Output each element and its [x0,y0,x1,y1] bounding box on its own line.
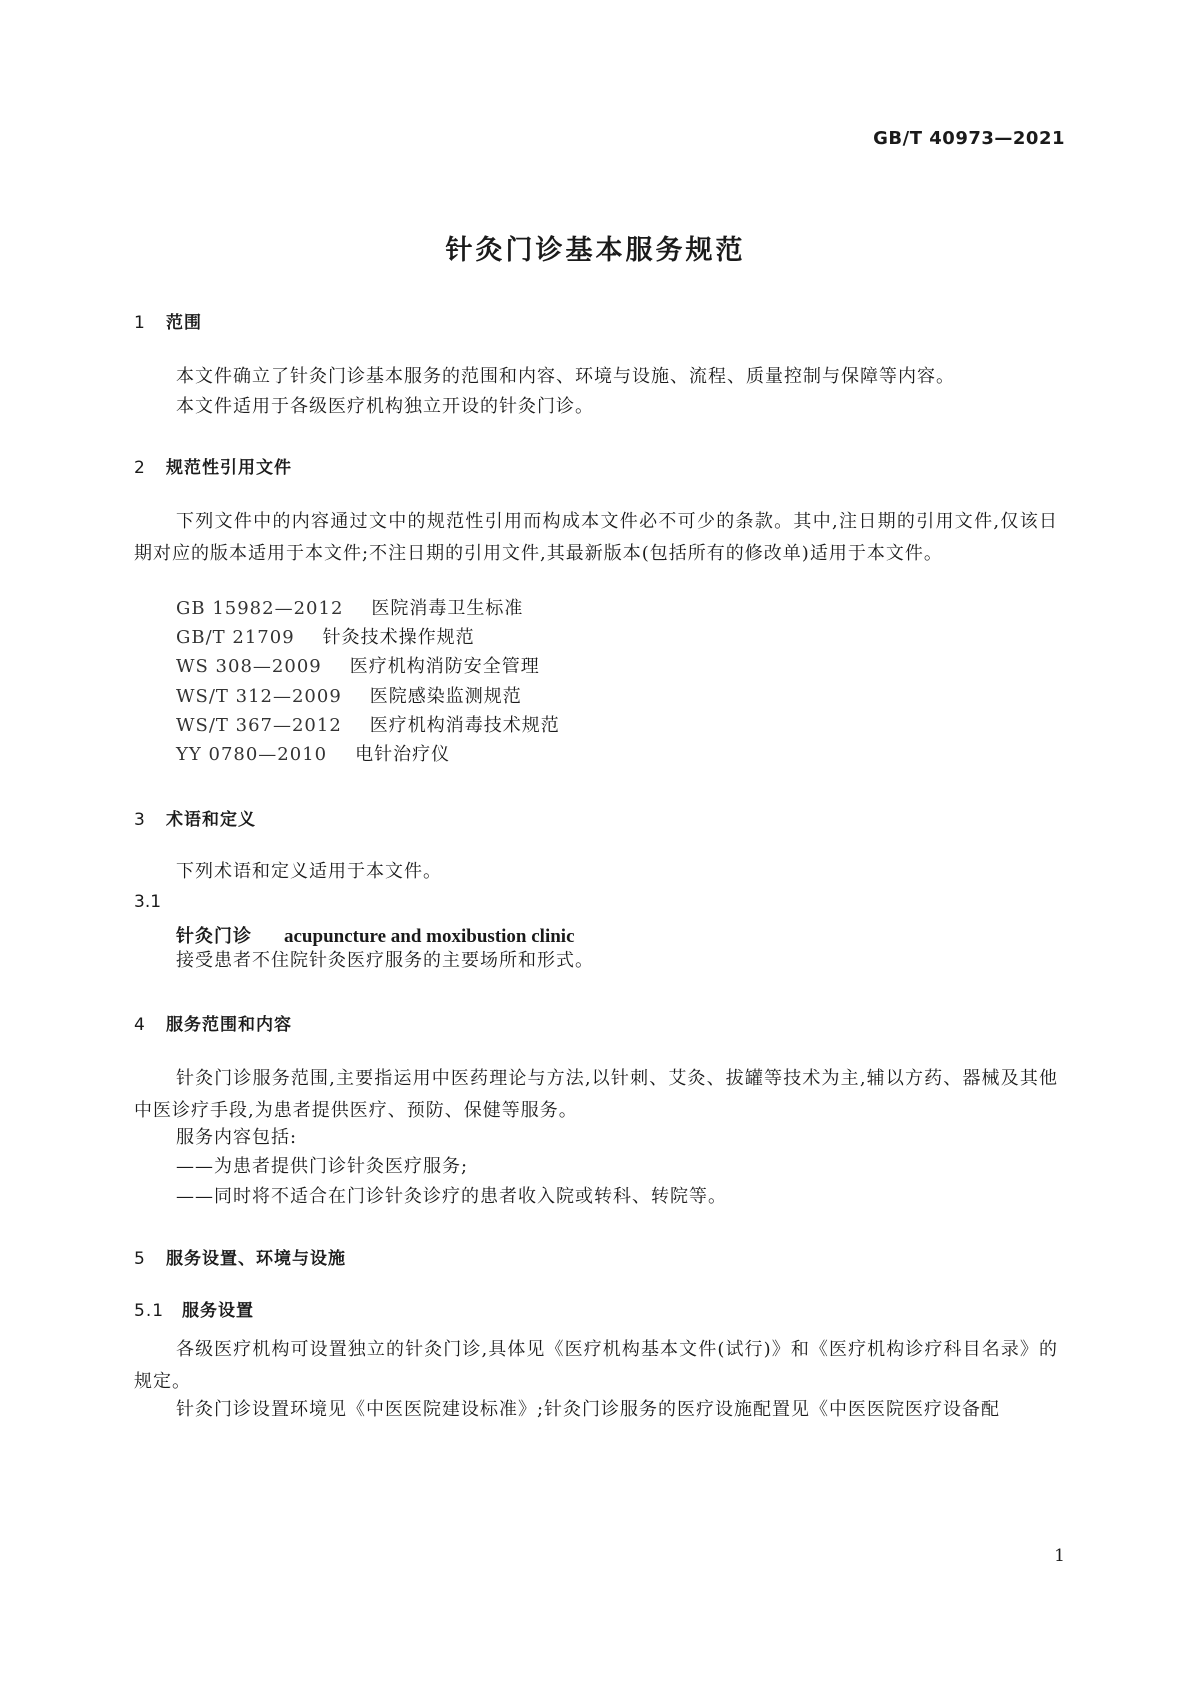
reference-name: 电针治疗仪 [355,744,451,765]
reference-code: GB/T 21709 [176,627,295,648]
reference-item [176,593,523,625]
section-number: 4 [134,1015,146,1035]
term-definition: 接受患者不住院针灸医疗服务的主要场所和形式。 [176,950,594,971]
paragraph: 各级医疗机构可设置独立的针灸门诊,具体见《医疗机构基本文件(试行)》和《医疗机构诊疗科目名录》的规定。 [134,1339,1058,1392]
list-item: ——同时将不适合在门诊针灸诊疗的患者收入院或转科、转院等。 [176,1186,727,1207]
subsection-number: 5.1 [134,1301,165,1321]
reference-item [176,651,540,683]
term-chinese: 针灸门诊 [176,926,252,947]
subsection-title: 服务设置 [182,1301,254,1321]
reference-item [176,710,560,742]
reference-code: YY 0780—2010 [176,744,328,765]
list-item: ——为患者提供门诊针灸医疗服务; [176,1156,469,1177]
reference-code: GB 15982—2012 [176,598,344,619]
reference-name: 医院感染监测规范 [369,686,522,707]
reference-item [176,622,475,654]
paragraph: 本文件适用于各级医疗机构独立开设的针灸门诊。 [176,396,594,417]
section-3-heading [134,805,256,830]
subsection-number: 3.1 [134,892,162,912]
section-number: 5 [134,1249,146,1269]
section-title: 规范性引用文件 [166,458,292,478]
reference-name: 医疗机构消防安全管理 [349,656,540,677]
reference-code: WS 308—2009 [176,656,322,677]
paragraph: 服务内容包括: [176,1127,298,1148]
section-title: 范围 [166,313,202,333]
reference-name: 医疗机构消毒技术规范 [369,715,560,736]
section-number: 1 [134,313,146,333]
section-5-heading [134,1244,346,1269]
reference-item [176,681,522,713]
section-title: 服务设置、环境与设施 [166,1249,346,1269]
document-title: 针灸门诊基本服务规范 [445,235,746,266]
section-title: 术语和定义 [166,810,256,830]
reference-name: 针灸技术操作规范 [322,627,475,648]
reference-code: WS/T 367—2012 [176,715,342,736]
term-english: acupuncture and moxibustion clinic [284,926,575,947]
page-number: 1 [1054,1546,1065,1566]
paragraph: 针灸门诊设置环境见《中医医院建设标准》;针灸门诊服务的医疗设施配置见《中医医院医疗设备配 [176,1399,1001,1420]
section-1-heading [134,308,202,333]
reference-name: 医院消毒卫生标准 [371,598,524,619]
paragraph: 下列术语和定义适用于本文件。 [176,861,442,882]
subsection-5-1-heading [134,1296,254,1321]
reference-code: WS/T 312—2009 [176,686,342,707]
reference-item [176,739,450,771]
standard-number: GB/T 40973—2021 [873,128,1065,149]
section-2-heading [134,453,292,478]
section-number: 2 [134,458,146,478]
section-number: 3 [134,810,146,830]
paragraph: 本文件确立了针灸门诊基本服务的范围和内容、环境与设施、流程、质量控制与保障等内容。 [176,366,955,387]
paragraph: 针灸门诊服务范围,主要指运用中医药理论与方法,以针刺、艾灸、拔罐等技术为主,辅以方药、器械及其他中医诊疗手段,为患者提供医疗、预防、保健等服务。 [134,1068,1058,1121]
section-4-heading [134,1010,292,1035]
paragraph: 下列文件中的内容通过文中的规范性引用而构成本文件必不可少的条款。其中,注日期的引用文件,仅该日期对应的版本适用于本文件;不注日期的引用文件,其最新版本(包括所有的修改单)适用于本文件。 [134,511,1058,564]
section-title: 服务范围和内容 [166,1015,292,1035]
